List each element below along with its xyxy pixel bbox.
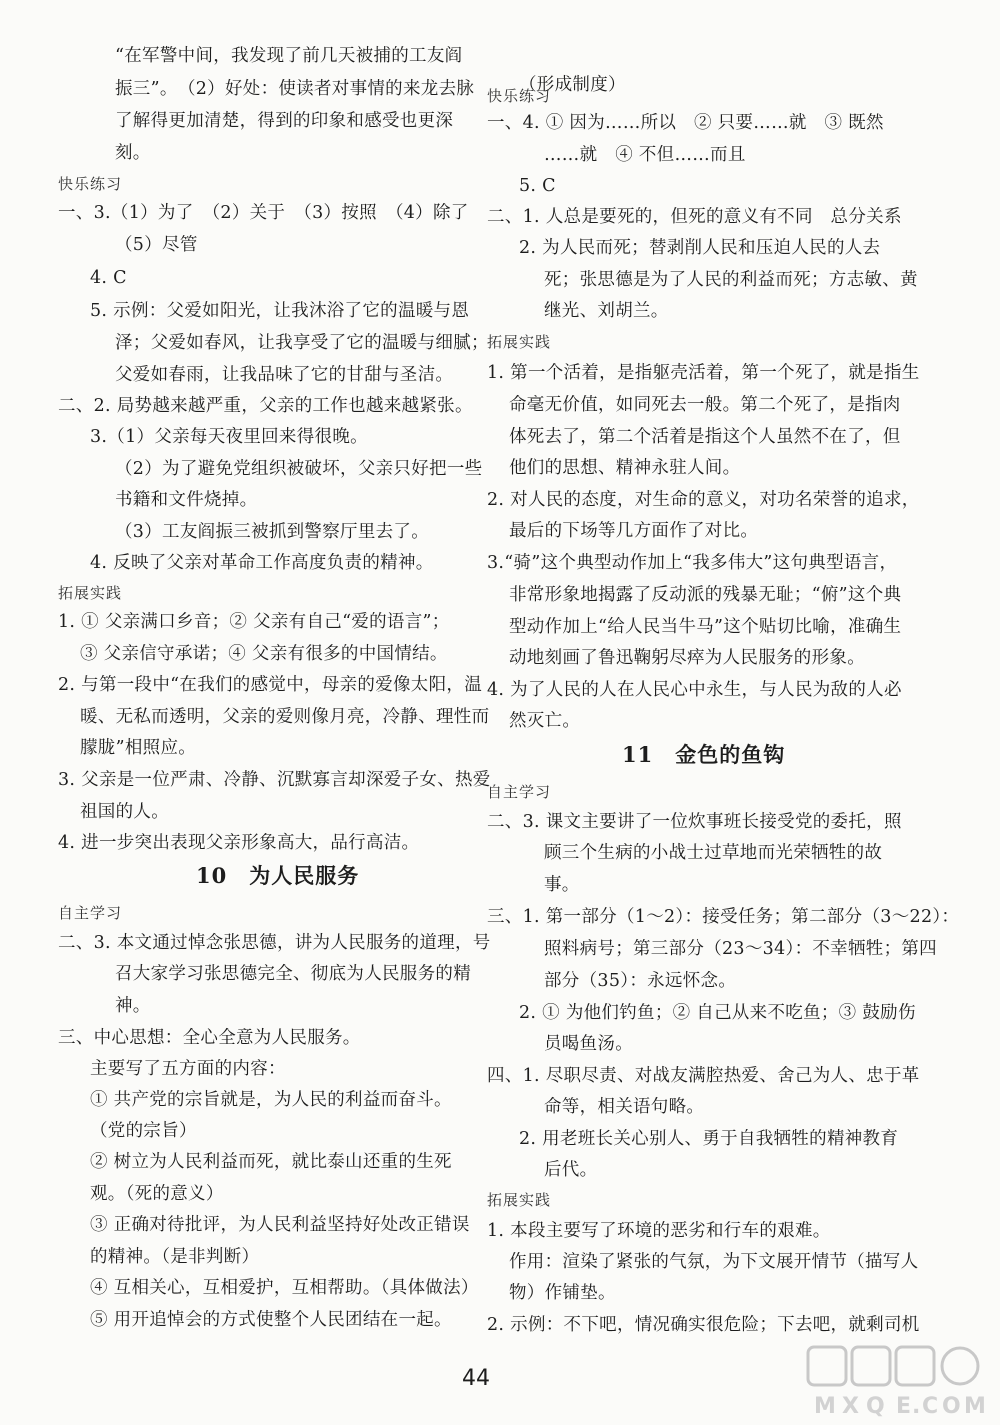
text-line: 3. 父亲是一位严肃、冷静、沉默寡言却深爱子女、热爱 <box>58 770 491 790</box>
text-line: 召大家学习张思德完全、彻底为人民服务的精 <box>115 964 471 984</box>
svg-text:M: M <box>814 1394 836 1419</box>
text-line: 命毫无价值，如同死去一般。第二个死了，是指肉 <box>509 395 901 415</box>
page-number: 44 <box>462 1366 490 1391</box>
section-heading: 快乐练习 <box>58 175 123 193</box>
svg-text:M: M <box>964 1394 986 1419</box>
text-line: 书籍和文件烧掉。 <box>115 490 258 510</box>
text-line: 顾三个生病的小战士过草地而光荣牺牲的故 <box>544 843 883 863</box>
text-line: 4. 反映了父亲对革命工作高度负责的精神。 <box>90 553 434 573</box>
text-line: ② 树立为人民利益而死，就比泰山还重的生死 <box>90 1152 452 1172</box>
text-line: 的精神。（是非判断） <box>90 1247 260 1267</box>
section-heading: 快乐练习 <box>487 87 552 105</box>
text-line: 振三”。 （2）好处：使读者对事情的来龙去脉 <box>115 79 475 99</box>
text-line: 父爱如春雨，让我品味了它的甘甜与圣洁。 <box>115 365 454 385</box>
text-line: 型动作加上“给人民当牛马”这个贴切比喻，准确生 <box>509 617 902 637</box>
text-line: （3）工友阎振三被抓到警察厅里去了。 <box>115 522 430 542</box>
text-line: 继光、刘胡兰。 <box>544 301 669 321</box>
text-line: 4. 为了人民的人在人民心中永生，与人民为敌的人必 <box>487 680 902 700</box>
text-line: 5. C <box>519 176 556 196</box>
text-line: （党的宗旨） <box>90 1121 197 1141</box>
text-line: 2. 为人民而死；替剥削人民和压迫人民的人去 <box>519 238 881 258</box>
svg-text:E: E <box>896 1394 912 1419</box>
text-line: 照料病号；第三部分（23～34）：不幸牺牲；第四 <box>544 939 937 959</box>
text-line: 非常形象地揭露了反动派的残暴无耻；“俯”这个典 <box>509 585 902 605</box>
text-line: 动地刻画了鲁迅鞠躬尽瘁为人民服务的形象。 <box>509 648 865 668</box>
text-line: 二、1. 人总是要死的，但死的意义有不同 总分关系 <box>487 207 902 227</box>
text-line: 1. ① 父亲满口乡音；② 父亲有自己“爱的语言”； <box>58 612 450 632</box>
text-line: （形成制度） <box>519 75 626 95</box>
text-line: 3.“骑”这个典型动作加上“我多伟大”这句典型语言， <box>487 553 898 573</box>
text-line: ① 共产党的宗旨就是，为人民的利益而奋斗。 <box>90 1090 452 1110</box>
text-line: （5）尽管 <box>115 235 198 255</box>
watermark-logo <box>800 1339 990 1419</box>
text-line: 泽；父爱如春风，让我享受了它的温暖与细腻； <box>115 333 489 353</box>
text-line: 后代。 <box>544 1160 598 1180</box>
text-line: 体死去了，第二个活着是指这个人虽然不在了，但 <box>509 427 901 447</box>
text-line: 2. 用老班长关心别人、勇于自我牺牲的精神教育 <box>519 1129 899 1149</box>
text-line: 作用：渲染了紧张的气氛，为下文展开情节（描写人 <box>509 1252 919 1272</box>
text-line: ……就 ④ 不但……而且 <box>544 145 746 165</box>
text-line: 祖国的人。 <box>80 802 169 822</box>
text-line: 员喝鱼汤。 <box>544 1034 633 1054</box>
lesson-title: 11 金色的鱼钩 <box>622 742 786 767</box>
text-line: 三、1. 第一部分（1～2）：接受任务；第二部分（3～22）： <box>487 907 960 927</box>
text-line: 二、2. 局势越来越严重，父亲的工作也越来越紧张。 <box>58 396 473 416</box>
text-line: 一、4. ① 因为……所以 ② 只要……就 ③ 既然 <box>487 113 884 133</box>
svg-text:O: O <box>942 1394 961 1419</box>
text-line: 一、3.（1）为了 （2）关于 （3）按照 （4）除了 <box>58 203 469 223</box>
text-line: 4. C <box>90 268 127 288</box>
text-line: 1. 第一个活着，是指躯壳活着，第一个死了，就是指生 <box>487 363 920 383</box>
text-line: ④ 互相关心，互相爱护，互相帮助。（具体做法） <box>90 1278 479 1298</box>
section-heading: 拓展实践 <box>487 333 552 351</box>
text-line: 2. 示例：不下吧，情况确实很危险；下去吧，就剩司机 <box>487 1315 920 1335</box>
svg-text:C: C <box>922 1394 939 1419</box>
lesson-title: 10 为人民服务 <box>196 863 360 888</box>
section-heading: 自主学习 <box>58 904 123 922</box>
text-line: 5. 示例：父爱如阳光，让我沐浴了它的温暖与恩 <box>90 301 470 321</box>
text-line: 刻。 <box>115 143 151 163</box>
text-line: 暖、无私而透明，父亲的爱则像月亮，冷静、理性而 <box>80 707 490 727</box>
text-line: 3.（1）父亲每天夜里回来得很晚。 <box>90 427 368 447</box>
text-line: 1. 本段主要写了环境的恶劣和行车的艰难。 <box>487 1221 831 1241</box>
text-line: （2）为了避免党组织被破坏，父亲只好把一些 <box>115 459 483 479</box>
text-line: 4. 进一步突出表现父亲形象高大，品行高洁。 <box>58 833 420 853</box>
text-line: 2. ① 为他们钓鱼；② 自己从来不吃鱼；③ 鼓励伤 <box>519 1003 916 1023</box>
text-line: 了解得更加清楚，得到的印象和感受也更深 <box>115 111 454 131</box>
text-line: “在军警中间，我发现了前几天被捕的工友阎 <box>115 46 463 66</box>
text-line: ③ 父亲信守承诺；④ 父亲有很多的中国情结。 <box>80 644 448 664</box>
text-line: ⑤ 用开追悼会的方式使整个人民团结在一起。 <box>90 1310 452 1330</box>
section-heading: 自主学习 <box>487 783 552 801</box>
text-line: 三、中心思想：全心全意为人民服务。 <box>58 1028 361 1048</box>
text-line: 主要写了五方面的内容： <box>90 1059 286 1079</box>
text-line: 四、1. 尽职尽责、对战友满腔热爱、舍己为人、忠于革 <box>487 1066 920 1086</box>
text-line: 部分（35）：永远怀念。 <box>544 971 737 991</box>
text-line: 二、3. 本文通过悼念张思德，讲为人民服务的道理，号 <box>58 933 491 953</box>
svg-text:.: . <box>912 1394 921 1419</box>
text-line: 死；张思德是为了人民的利益而死；方志敏、黄 <box>544 270 918 290</box>
text-line: 最后的下场等几方面作了对比。 <box>509 521 759 541</box>
text-line: 物）作铺垫。 <box>509 1283 616 1303</box>
text-line: 事。 <box>544 875 580 895</box>
text-line: 朦胧”相照应。 <box>80 738 197 758</box>
text-line: 二、3. 课文主要讲了一位炊事班长接受党的委托，照 <box>487 812 902 832</box>
svg-text:X: X <box>842 1394 859 1419</box>
text-line: 2. 与第一段中“在我们的感觉中，母亲的爱像太阳，温 <box>58 675 483 695</box>
text-line: 神。 <box>115 996 151 1016</box>
text-line: 2. 对人民的态度，对生命的意义，对功名荣誉的追求， <box>487 490 920 510</box>
section-heading: 拓展实践 <box>487 1191 552 1209</box>
section-heading: 拓展实践 <box>58 584 123 602</box>
svg-text:Q: Q <box>866 1394 885 1419</box>
text-line: 他们的思想、精神永驻人间。 <box>509 458 741 478</box>
text-line: 然灭亡。 <box>509 711 581 731</box>
text-line: 命等，相关语句略。 <box>544 1097 705 1117</box>
text-line: 观。（死的意义） <box>90 1184 224 1204</box>
text-line: ③ 正确对待批评，为人民利益坚持好处改正错误 <box>90 1215 470 1235</box>
